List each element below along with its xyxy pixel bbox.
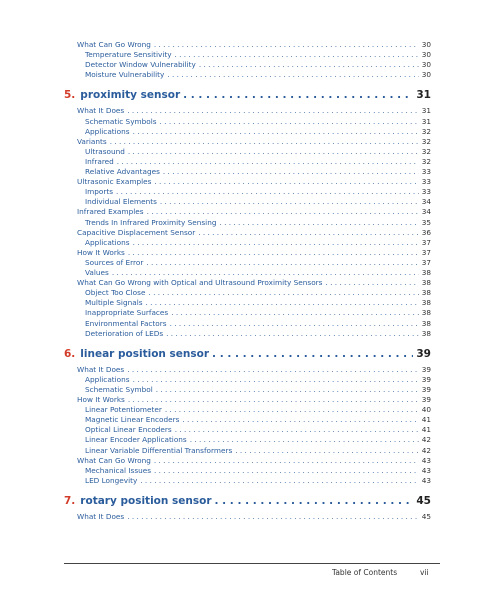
toc-chapter-heading[interactable] — [64, 347, 431, 361]
toc-entry-page: 31 — [421, 116, 431, 126]
dot-leader — [160, 117, 419, 127]
toc-entry-text: What It Does — [77, 364, 125, 374]
dot-leader — [166, 329, 419, 339]
dot-leader — [325, 278, 418, 288]
toc-entry[interactable] — [85, 405, 431, 415]
toc-entry-title — [85, 117, 157, 127]
chapter-number: 6. — [64, 347, 76, 360]
toc-entry-title — [85, 60, 196, 70]
dot-leader — [127, 365, 419, 375]
dot-leader — [154, 40, 419, 50]
toc-entry-text: What Can Go Wrong — [77, 40, 151, 49]
toc-entry-text: Schematic Symbols — [85, 116, 157, 126]
toc-entry-title — [85, 319, 167, 329]
dot-leader — [133, 127, 419, 137]
toc-entry-page: 37 — [421, 237, 431, 247]
toc-entry-text: Mechanical Issues — [85, 465, 152, 475]
dot-leader — [175, 50, 419, 60]
toc-entry-page: 45 — [416, 494, 431, 507]
dot-leader — [156, 385, 419, 395]
toc-entry[interactable] — [85, 446, 431, 456]
toc-entry-page: 39 — [421, 384, 431, 394]
toc-entry-title — [85, 238, 130, 248]
toc-entry-text: Applications — [85, 374, 130, 384]
toc-entry-page: 43 — [421, 455, 431, 465]
toc-entry-text: Moisture Vulnerability — [85, 70, 165, 80]
toc-entry[interactable] — [77, 278, 431, 288]
toc-entry[interactable] — [85, 268, 431, 278]
toc-entry-title — [85, 268, 109, 278]
toc-entry[interactable] — [85, 187, 431, 197]
toc-entry[interactable] — [85, 476, 431, 486]
toc-entry-page: 33 — [421, 177, 431, 187]
toc-entry[interactable] — [77, 395, 431, 405]
toc-entry-text: Infrared Examples — [77, 207, 144, 217]
dot-leader — [133, 375, 419, 385]
toc-entry[interactable] — [85, 288, 431, 298]
toc-entry-page: 38 — [421, 308, 431, 318]
toc-entry-text: What It Does — [77, 106, 125, 116]
toc-entry-title — [85, 435, 187, 445]
toc-entry-page: 39 — [421, 374, 431, 384]
toc-entry-title — [77, 248, 125, 258]
toc-entry-text: What Can Go Wrong with Optical and Ultrasound Proximity Sensors — [77, 278, 323, 288]
toc-entry[interactable] — [85, 435, 431, 445]
toc-entry-text: Detector Window Vulnerability — [85, 60, 196, 70]
toc-entry-title — [77, 177, 151, 187]
toc-entry[interactable] — [85, 466, 431, 476]
toc-entry-text: Imports — [85, 187, 114, 197]
toc-entry-page: 37 — [421, 257, 431, 267]
dot-leader — [154, 456, 419, 466]
toc-chapter-heading[interactable] — [64, 494, 431, 508]
toc-entry-text: LED Longevity — [85, 475, 138, 485]
dot-leader — [212, 347, 413, 361]
toc-entry-text: linear position sensor — [80, 347, 210, 360]
toc-entry-text: Individual Elements — [85, 197, 157, 207]
toc-entry-title — [64, 347, 209, 361]
dot-leader — [127, 512, 419, 522]
dot-leader — [182, 415, 418, 425]
toc-entry[interactable] — [77, 207, 431, 217]
toc-entry-page: 40 — [421, 405, 431, 415]
toc-entry-title — [85, 50, 172, 60]
toc-entry-page: 36 — [421, 227, 431, 237]
toc-entry-title — [85, 157, 114, 167]
toc-entry-title — [85, 70, 164, 80]
toc-entry-page: 41 — [421, 415, 431, 425]
toc-entry-text: Trends In Infrared Proximity Sensing — [85, 217, 217, 227]
toc-entry-page: 37 — [421, 247, 431, 257]
toc-entry-text: Relative Advantages — [85, 167, 160, 176]
toc-entry[interactable] — [85, 385, 431, 395]
toc-entry-text: Environmental Factors — [85, 318, 167, 328]
dot-leader — [128, 248, 419, 258]
dot-leader — [199, 60, 419, 70]
toc-entry-text: Inappropriate Surfaces — [85, 308, 169, 318]
toc-entry[interactable] — [77, 106, 431, 116]
toc-entry-page: 38 — [421, 318, 431, 328]
toc-entry-page: 43 — [421, 465, 431, 475]
toc-entry-title — [77, 40, 151, 50]
dot-leader — [146, 258, 418, 268]
dot-leader — [183, 88, 413, 102]
toc-entry[interactable] — [77, 228, 431, 238]
dot-leader — [110, 137, 419, 147]
toc-entry-title — [85, 127, 130, 137]
toc-entry-title — [77, 278, 322, 288]
toc-entry-title — [85, 446, 232, 456]
toc-entry[interactable] — [85, 197, 431, 207]
toc-entry-title — [85, 197, 157, 207]
toc-entry-text: Values — [85, 268, 109, 277]
dot-leader — [219, 218, 418, 228]
dot-leader — [127, 106, 419, 116]
toc-entry-text: Linear Variable Differential Transformers — [85, 445, 233, 455]
dot-leader — [171, 308, 418, 318]
toc-entry-page: 38 — [421, 268, 431, 277]
toc-entry-title — [85, 385, 153, 395]
toc-entry-page: 41 — [421, 425, 431, 435]
dot-leader — [163, 167, 419, 177]
toc-entry-page: 33 — [421, 187, 431, 197]
toc-entry-title — [77, 395, 125, 405]
dot-leader — [160, 197, 419, 207]
toc-entry[interactable] — [85, 218, 431, 228]
toc-entry-page: 32 — [421, 126, 431, 136]
toc-entry-title — [64, 494, 212, 508]
toc-entry[interactable] — [77, 456, 431, 466]
footer-divider — [64, 563, 440, 564]
toc-entry-text: Deterioration of LEDs — [85, 328, 164, 338]
toc-entry-page: 38 — [421, 288, 431, 298]
toc-entry-title — [85, 288, 145, 298]
chapter-number: 7. — [64, 494, 76, 507]
toc-entry-text: Linear Encoder Applications — [85, 435, 187, 445]
toc-entry-title — [85, 218, 216, 228]
toc-entry[interactable] — [85, 167, 431, 177]
dot-leader — [147, 207, 419, 217]
toc-entry-title — [85, 375, 130, 385]
toc-entry-text: Linear Potentiometer — [85, 405, 162, 415]
toc-entry[interactable] — [85, 147, 431, 157]
dot-leader — [133, 238, 419, 248]
toc-entry[interactable] — [85, 117, 431, 127]
toc-entry-page: 31 — [416, 89, 431, 102]
toc-entry-page: 32 — [421, 156, 431, 166]
toc-chapter-heading[interactable] — [64, 88, 431, 102]
toc-entry-title — [77, 106, 124, 116]
toc-entry[interactable] — [85, 308, 431, 318]
toc-entry-title — [77, 456, 151, 466]
toc-entry-title — [85, 476, 137, 486]
dot-leader — [235, 446, 418, 456]
toc-entry[interactable] — [85, 375, 431, 385]
toc-entry-text: Object Too Close — [85, 288, 146, 298]
toc-entry[interactable] — [85, 415, 431, 425]
toc-entry[interactable] — [77, 40, 431, 50]
dot-leader — [175, 425, 419, 435]
toc-entry-text: Ultrasound — [85, 146, 125, 156]
toc-entry[interactable] — [85, 60, 431, 70]
toc-entry-text: Multiple Signals — [85, 298, 143, 308]
toc-entry-text: proximity sensor — [80, 89, 181, 102]
toc-entry[interactable] — [77, 137, 431, 147]
toc-entry-page: 43 — [421, 475, 431, 485]
toc-entry[interactable] — [85, 425, 431, 435]
toc-entry[interactable] — [85, 258, 431, 268]
toc-entry-page: 38 — [421, 328, 431, 338]
toc-entry-title — [85, 425, 172, 435]
toc-entry-title — [85, 415, 179, 425]
toc-entry-title — [77, 228, 195, 238]
toc-entry-title — [77, 137, 107, 147]
toc-entry-page: 39 — [421, 395, 431, 404]
toc-entry-page: 39 — [421, 364, 431, 374]
toc-entry-page: 42 — [421, 435, 431, 445]
dot-leader — [116, 187, 419, 197]
toc-entry-page: 31 — [421, 106, 431, 116]
toc-entry-title — [77, 207, 144, 217]
toc-entry-page: 39 — [416, 347, 431, 360]
toc-entry-text: Ultrasonic Examples — [77, 177, 152, 187]
dot-leader — [167, 70, 418, 80]
toc-entry-text: Sources of Error — [85, 257, 144, 267]
toc-entry[interactable] — [85, 50, 431, 60]
toc-entry-text: Schematic Symbol — [85, 384, 153, 394]
toc-entry-title — [85, 298, 143, 308]
toc-entry-title — [85, 329, 163, 339]
toc-entry-page: 30 — [421, 60, 431, 70]
dot-leader — [128, 147, 419, 157]
toc-entry-page: 35 — [421, 217, 431, 227]
toc-entry-title — [85, 187, 113, 197]
toc-entry[interactable] — [77, 248, 431, 258]
toc-entry-page: 32 — [421, 136, 431, 146]
toc-entry-page: 34 — [421, 197, 431, 207]
footer-page-number: vii — [420, 568, 429, 577]
dot-leader — [112, 268, 419, 278]
dot-leader — [190, 435, 419, 445]
toc-entry-text: What It Does — [77, 511, 125, 521]
toc-entry[interactable] — [85, 157, 431, 167]
toc-entry-text: Applications — [85, 237, 130, 247]
dot-leader — [154, 177, 418, 187]
toc-entry-text: Infrared — [85, 156, 114, 166]
toc-entry-page: 42 — [421, 445, 431, 455]
toc-entry-text: What Can Go Wrong — [77, 455, 151, 465]
dot-leader — [140, 476, 418, 486]
toc-entry-text: Magnetic Linear Encoders — [85, 415, 180, 425]
dot-leader — [154, 466, 419, 476]
toc-entry-title — [85, 405, 162, 415]
toc-entry-title — [77, 512, 124, 522]
dot-leader — [146, 298, 419, 308]
toc-entry-text: How It Works — [77, 395, 125, 404]
toc-entry[interactable] — [85, 329, 431, 339]
toc-entry-text: Capacitive Displacement Sensor — [77, 227, 196, 237]
toc-entry[interactable] — [85, 319, 431, 329]
toc-entry-page: 45 — [421, 511, 431, 521]
toc-entry-text: How It Works — [77, 247, 125, 257]
toc-entry-title — [85, 308, 168, 318]
toc-entry-page: 38 — [421, 278, 431, 288]
toc-entry-page: 30 — [421, 70, 431, 80]
toc-entry-text: Applications — [85, 126, 130, 136]
toc-entry[interactable] — [85, 127, 431, 137]
toc-entry[interactable] — [77, 177, 431, 187]
toc-entry-page: 38 — [421, 298, 431, 308]
toc-entry-page: 30 — [421, 40, 431, 49]
footer-title: Table of Contents — [332, 568, 398, 577]
toc-entry-text: rotary position sensor — [80, 494, 212, 507]
toc-entry-page: 30 — [421, 50, 431, 60]
dot-leader — [198, 228, 418, 238]
toc-entry[interactable] — [85, 298, 431, 308]
toc-entry[interactable] — [85, 70, 431, 80]
toc-entry-title — [77, 365, 124, 375]
dot-leader — [148, 288, 418, 298]
toc-entry-title — [85, 167, 160, 177]
dot-leader — [128, 395, 419, 405]
toc-entry-page: 32 — [421, 146, 431, 156]
dot-leader — [117, 157, 419, 167]
toc-entry-title — [64, 88, 180, 102]
toc-entry-page: 33 — [421, 167, 431, 176]
toc-entry-text: Variants — [77, 136, 107, 146]
toc-entry-title — [85, 147, 125, 157]
chapter-number: 5. — [64, 89, 76, 102]
toc-entry-title — [85, 258, 143, 268]
toc-entry-text: Temperature Sensitivity — [85, 50, 172, 60]
dot-leader — [170, 319, 419, 329]
toc-entry[interactable] — [77, 512, 431, 522]
toc-entry-text: Optical Linear Encoders — [85, 425, 172, 435]
dot-leader — [215, 494, 414, 508]
toc-entry[interactable] — [85, 238, 431, 248]
toc-entry-page: 34 — [421, 207, 431, 217]
toc-entry[interactable] — [77, 365, 431, 375]
toc-entry-title — [85, 466, 151, 476]
dot-leader — [165, 405, 419, 415]
